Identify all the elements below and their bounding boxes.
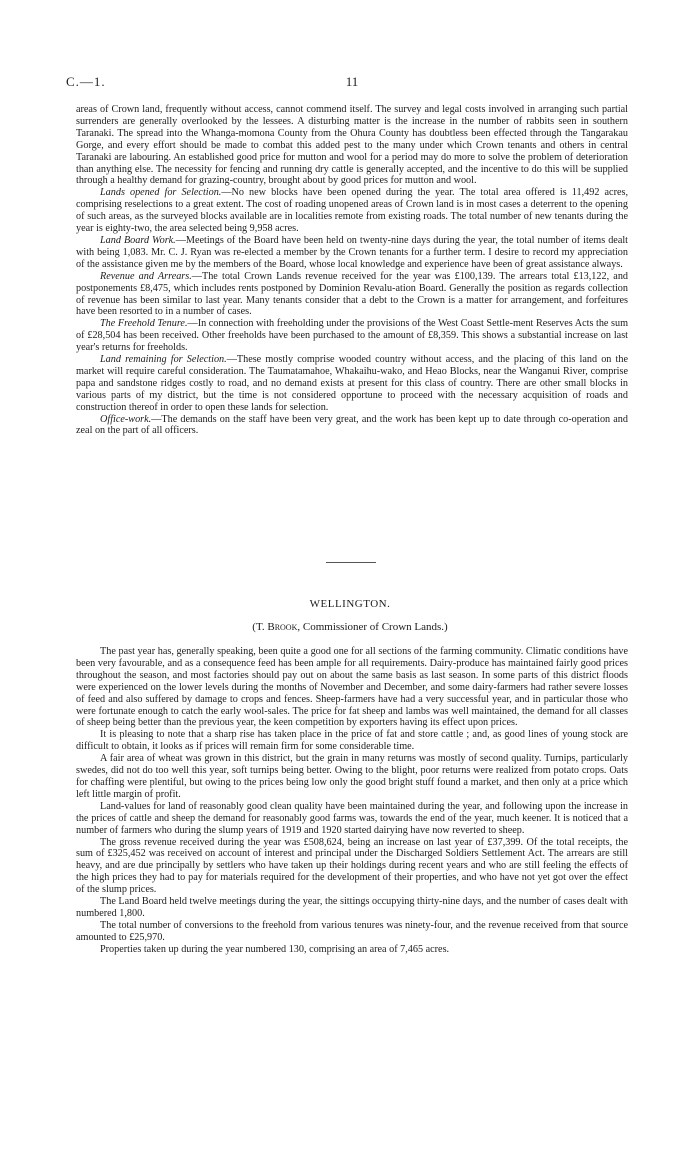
paragraph-heading: The Freehold Tenure. (100, 318, 188, 330)
paragraph-rabbits-deterioration: areas of Crown land, frequently without access, cannot commend itself. The survey and legal costs involved in arranging such partial surrenders are generally overlooked by the lessees. A disturbing matter is the increase in the number of rabbits seen in southern Taranaki. The spread into the Whanga-momona County from the Ohura County has doubtless been effected through the Tangarakau Gorge, and every effort should be made to combat this added pest to the many under which Crown tenants and others in central Taranaki are labouring. An established good price for mutton and wool for a period may do more to solve the problem of deterioration than anything else. The necessity for fencing and running dry cattle is generally accepted, and the incentive to do this will be supplied through a healthy demand for grazing-country, brought about by good prices for mutton and wool. (76, 104, 628, 187)
paragraph-body: —Meetings of the Board have been held on twenty-nine days during the year, the total number of items dealt with being 1,083. Mr. C. J. Ryan was re-elected a member by the Crown tenants for a further term. I desire to record my appreciation of the assistance given me by the members of the Board, whose local knowledge and experience have been of great assistance always. (76, 234, 628, 270)
paragraph-crops: A fair area of wheat was grown in this district, but the grain in many returns was mostly of second quality. Turnips, particularly swedes, did not do too well this year, soft turnips being better. Owing to the blight, poor returns were realized from potato crops. Oats for chaffing were plentiful, but owing to the prices being low only the good bright stuff found a market, and then only at a price which left little margin of profit. (76, 753, 628, 800)
paragraph-body: —The total Crown Lands revenue received for the year was £100,139. The arrears total £13,122, and postponements £8,475, which includes rents postponed by Dominion Revalu-ation Board. Generally the position as regards collection of revenue has been similar to last year. Many tenants consider that a debt to the Crown is a matter for arrangement, and forfeitures have been resorted to in a number of cases. (76, 270, 629, 318)
page-header (66, 74, 638, 90)
paragraph-gross-revenue: The gross revenue received during the year was £508,624, being an increase on last year of £37,399. Of the total receipts, the sum of £325,452 was received on account of interest and principal under the Discharged Soldiers Settlement Act. The arrears are still heavy, and are due principally by settlers who have taken up their holdings during recent years and who are still feeling the effects of the high prices they had to pay for materials required for the development of their properties, and who have not yet got over the effect of the slump prices. (76, 836, 628, 896)
paragraph-land-remaining (76, 354, 628, 414)
paragraph-body: —No new blocks have been opened during the year. The total area offered is 11,492 acres, comprising reselections to a great extent. The cost of roading unopened areas of Crown land is in most cases a deterrent to the opening of such areas, as the surveyed blocks available are in localities remote from existing roads. The total number of new tenants during the year is eighty-two, the area selected being 9,958 acres. (76, 187, 628, 235)
section-title: WELLINGTON. (309, 598, 391, 610)
paragraph-revenue-arrears (76, 271, 628, 319)
document-reference: C.—1. (66, 74, 106, 89)
section-byline: (T. Brook, Commissioner of Crown Lands.) (252, 621, 448, 633)
wellington-report (76, 646, 628, 956)
paragraph-land-board-meetings: The Land Board held twelve meetings during the year, the sittings occupying thirty-nine days, and the number of cases dealt with numbered 1,800. (76, 896, 628, 919)
paragraph-body: —In connection with freeholding under the provisions of the West Coast Settle-ment Reserves Acts the sum of £28,504 has been received. Other freeholds have been purchased to the amount of £8,359. This shows a substantial increase on last year's returns for freeholds. (76, 318, 628, 354)
paragraph-lands-opened (76, 187, 628, 235)
paragraph-freehold-conversions: The total number of conversions to the freehold from various tenures was ninety-four, and the revenue received from that source amounted to £25,970. (76, 919, 628, 943)
paragraph-properties-taken-up: Properties taken up during the year numbered 130, comprising an area of 7,465 acres. (100, 943, 450, 955)
paragraph-heading: Revenue and Arrears. (100, 270, 192, 282)
taranaki-report-continued (76, 104, 628, 437)
paragraph-land-values: Land-values for land of reasonably good clean quality have been maintained during the year, and following upon the increase in the prices of cattle and sheep the demand for reasonably good farms was, towards the end of the year, much keener. It is noticed that a number of farmers who during the slump years of 1919 and 1920 started dairying have now reverted to sheep. (76, 800, 628, 836)
paragraph-farming-season: The past year has, generally speaking, been quite a good one for all sections of the farming community. Climatic conditions have been very favourable, and as a consequence feed has been ample for all requirements. Dairy-produce has maintained fairly good prices throughout the season, and most factories should pay out on about the same basis as last season. In some parts of this district floods were experienced on the lower levels during the months of November and December, and some dairy-farmers had rather severe losses of feed and also suffered by damage to crops and fences. Sheep-farmers have had a very successful year, and in particular those who were fortunate enough to catch the early wool-sales. The price for fat sheep and lambs was well maintained, the demand for all classes of sheep being better than the previous year, the keen competition by exporters having its effect upon prices. (76, 646, 628, 729)
paragraph-heading: Lands opened for Selection. (100, 187, 222, 199)
section-divider (326, 562, 376, 563)
paragraph-heading: Land Board Work. (100, 234, 176, 246)
paragraph-cattle-prices: It is pleasing to note that a sharp rise has taken place in the price of fat and store cattle ; and, as good lines of young stock are difficult to obtain, it looks as if prices will remain firm for some considerable time. (76, 729, 628, 753)
paragraph-land-board-work (76, 235, 628, 271)
paragraph-body: —These mostly comprise wooded country without access, and the placing of this land on the market will require careful consideration. The Taumatamahoe, Whakaihu-wako, and Heao Blocks, near the Wanganui River, comprise papa and sandstone ridges costly to road, and no demand exists at present for this class of country. There are other small blocks in various parts of my district, but the time is not considered opportune to proceed with the necessary acquisition of roads and construction thereof in order to open these lands for selection. (76, 354, 628, 413)
commissioner-name: Brook (267, 621, 298, 633)
paragraph-freehold-tenure (76, 318, 628, 354)
paragraph-body: —The demands on the staff have been very great, and the work has been kept up to date through co-operation and zeal on the part of all officers. (76, 413, 628, 437)
page-number: 11 (345, 74, 359, 89)
paragraph-office-work (76, 414, 628, 438)
paragraph-heading: Office-work. (100, 413, 152, 425)
paragraph-heading: Land remaining for Selection. (100, 354, 227, 366)
